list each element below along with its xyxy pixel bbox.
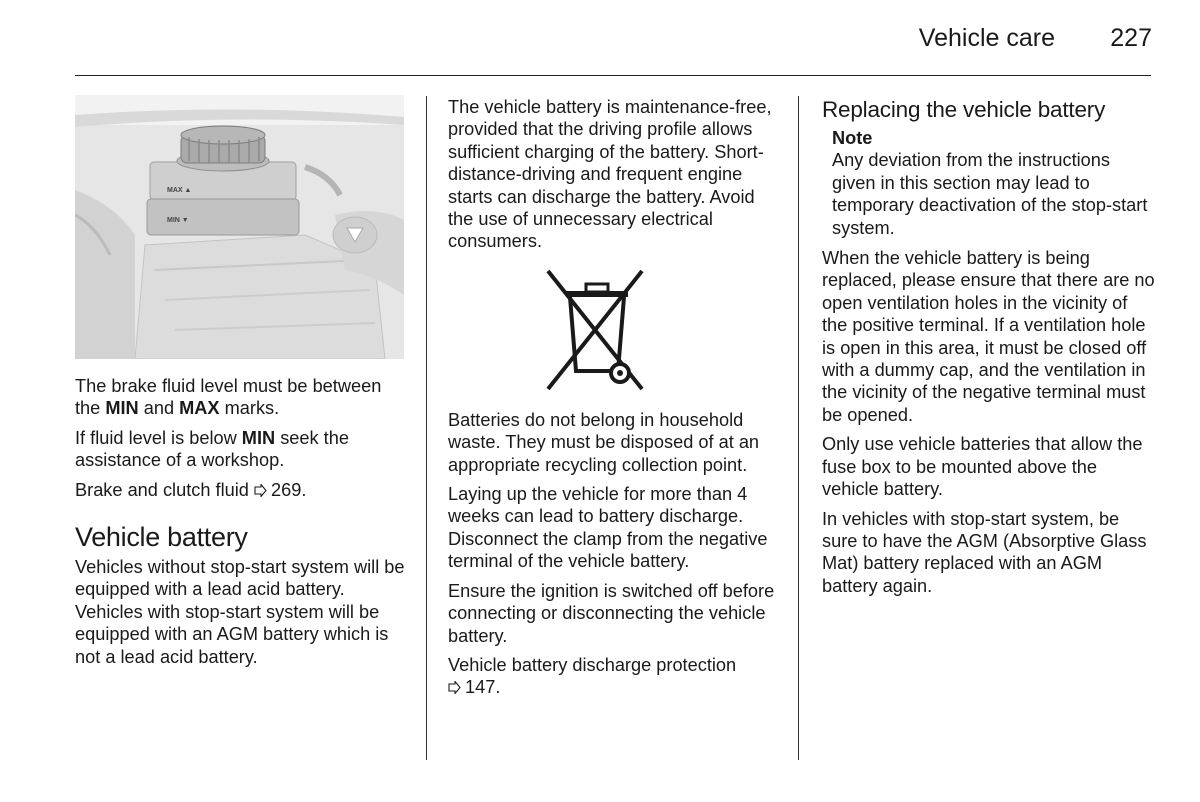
laying-up-text: Laying up the vehicle for more than 4 weeks can lead to battery discharge. Disconnect the clamp from the negative terminal of the vehicle battery. [448,484,768,572]
vehicle-battery-heading: Vehicle battery [75,522,248,553]
fuse-box-text: Only use vehicle batteries that allow the fuse box to be mounted above the vehicle battery. [822,434,1143,500]
agm-replacement-text: In vehicles with stop-start system, be sure to have the AGM (Absorptive Glass Mat) battery replaced with an AGM battery again. [822,508,1147,596]
reference-arrow-icon [254,484,267,497]
column-divider-2 [798,96,799,760]
note-label: Note [832,128,873,148]
column-3 [822,96,1157,604]
vehicle-battery-text: Vehicles without stop-start system will be equipped with a lead acid battery. Vehicles with stop-start system will be equipped with an AGM battery which is not a lead acid battery. [75,557,405,667]
ventilation-holes-text: When the vehicle battery is being replaced, please ensure that there are no open ventilation holes in the vicinity of the positive terminal. If a ventilation hole is open in this area, it must be closed off with a dummy cap, and the ventilation in the vicinity of the negative terminal must be opened. [822,248,1155,425]
ignition-off-text: Ensure the ignition is switched off before connecting or disconnecting the vehicle battery. [448,580,775,646]
discharge-protection-text: Vehicle battery discharge protection 147. [448,654,737,698]
fluid-below-min-text: If fluid level is below MIN seek the assistance of a workshop. [75,427,349,471]
brake-fluid-reservoir-photo [75,95,404,359]
page-reference-link[interactable]: 269. [254,479,306,501]
header-divider [75,75,1151,76]
replacing-battery-heading: Replacing the vehicle battery [822,97,1106,122]
page-section-title: Vehicle care [918,24,1055,52]
min-mark-label: MIN ▼ [167,217,189,224]
household-waste-text: Batteries do not belong in household waste. They must be disposed of at an appropriate recycling collection point. [448,409,760,475]
brake-fluid-level-text: The brake fluid level must be between the MIN and MAX marks. [75,376,382,419]
note-box [832,127,1157,239]
note-text: Any deviation from the instructions given in this section may lead to temporary deactivation of the stop-start system. [832,150,1148,238]
column-1 [75,375,410,675]
max-mark-label: MAX ▲ [167,187,192,194]
reference-arrow-icon [448,681,461,694]
maintenance-free-text: The vehicle battery is maintenance-free, provided that the driving profile allows sufficient charging of the battery. Short-distance-driving and frequent engine starts can discharge the battery. Avoid the use of unnecessary electrical consumers. [448,97,772,252]
column-2 [448,96,783,706]
page-reference-link[interactable]: 147. [448,676,500,698]
brake-clutch-fluid-reference: Brake and clutch fluid 269. [75,479,307,500]
page-number: 227 [1110,24,1152,52]
crossed-out-wheelie-bin-icon [544,267,648,395]
column-divider-1 [426,96,427,760]
